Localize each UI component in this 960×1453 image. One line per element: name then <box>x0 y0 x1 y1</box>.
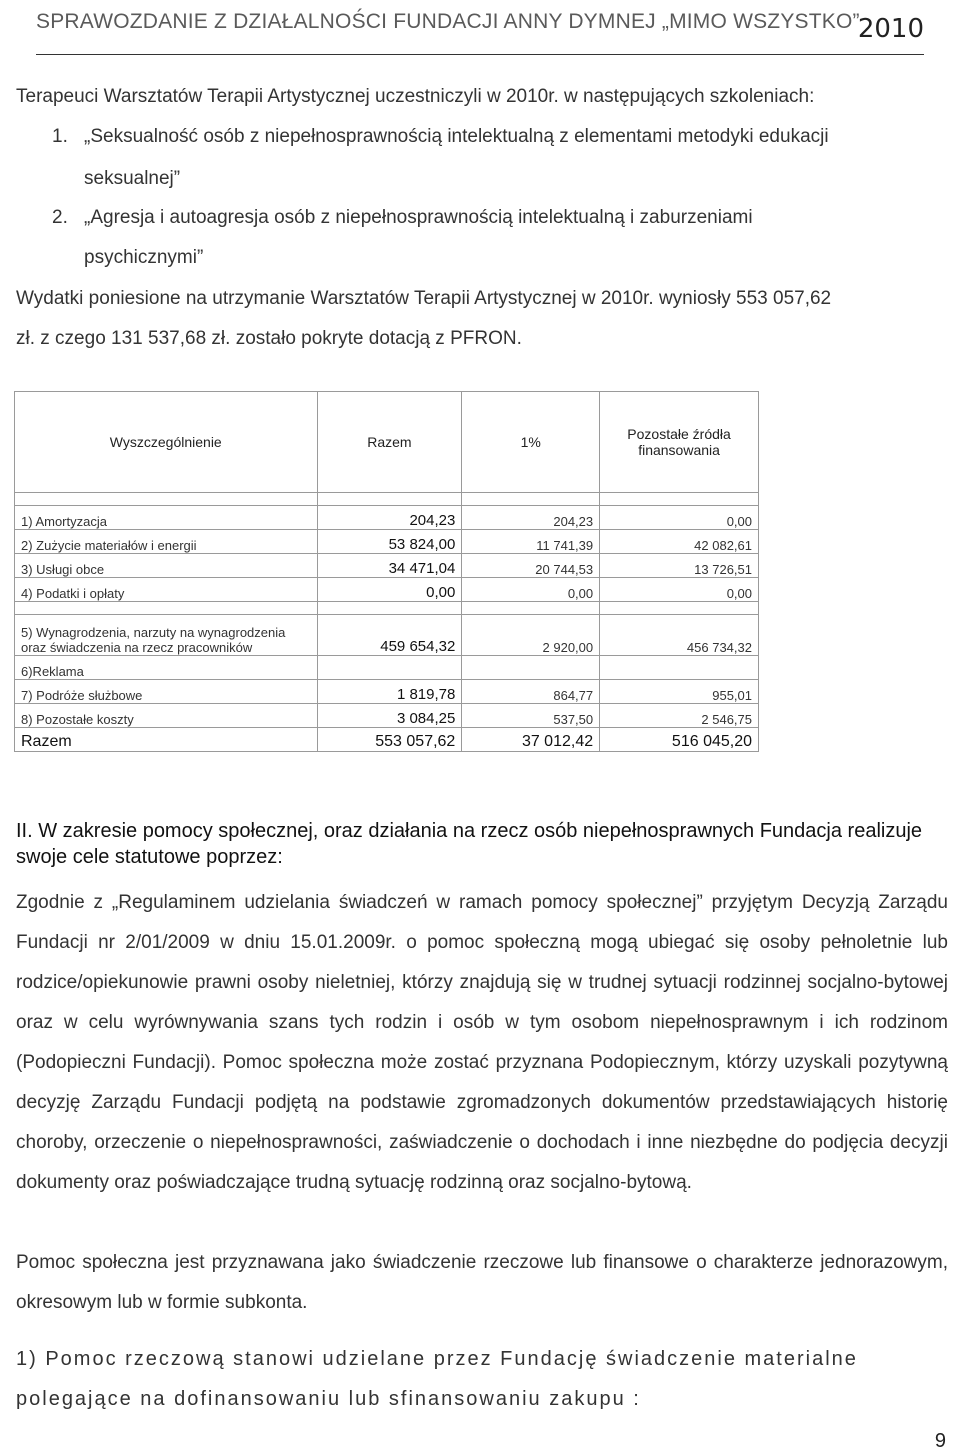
table-row <box>15 554 759 578</box>
training-2-line2: psychicznymi” <box>84 247 204 268</box>
table-header-row <box>15 392 759 493</box>
col-header: Wyszczególnienie <box>15 392 318 493</box>
point-1-line2: polegające na dofinansowaniu lub sfinansowaniu zakupu : <box>16 1388 641 1410</box>
cell-razem: 1 819,78 <box>317 680 462 704</box>
table-row <box>15 704 759 728</box>
cell-one-percent <box>462 656 600 680</box>
cell-one-percent: 0,00 <box>462 578 600 602</box>
intro-text: Terapeuci Warsztatów Terapii Artystycznej uczestniczyli w 2010r. w następujących szkoleniach: <box>16 86 815 107</box>
total-label: Razem <box>15 728 318 752</box>
row-label: 7) Podróże służbowe <box>15 680 318 704</box>
row-label: 3) Usługi obce <box>15 554 318 578</box>
expenses-line2: zł. z czego 131 537,68 zł. zostało pokryte dotacją z PFRON. <box>16 328 522 349</box>
row-label-line: oraz świadczenia na rzecz pracowników <box>21 640 253 655</box>
cell-one-percent: 2 920,00 <box>462 615 600 656</box>
page-header <box>36 0 924 60</box>
total-one-percent: 37 012,42 <box>462 728 600 752</box>
total-razem: 553 057,62 <box>317 728 462 752</box>
cell-one-percent: 20 744,53 <box>462 554 600 578</box>
section-heading: II. W zakresie pomocy społecznej, oraz działania na rzecz osób niepełnosprawnych Fundacja realizuje swoje cele statutowe poprzez: <box>16 820 923 868</box>
cell-other-sources: 13 726,51 <box>600 554 759 578</box>
col-header: Razem <box>317 392 462 493</box>
total-other-sources: 516 045,20 <box>600 728 759 752</box>
table-row <box>15 680 759 704</box>
row-label: 2) Zużycie materiałów i energii <box>15 530 318 554</box>
cell-razem: 459 654,32 <box>317 615 462 656</box>
page-number: 9 <box>934 1430 946 1452</box>
point-1-line1: 1) Pomoc rzeczową stanowi udzielane przez Fundację świadczenie materialne <box>16 1348 858 1370</box>
table-row <box>15 656 759 680</box>
col-header: 1% <box>462 392 600 493</box>
row-label-line: 5) Wynagrodzenia, narzuty na wynagrodzenia <box>21 625 286 640</box>
cell-razem: 0,00 <box>317 578 462 602</box>
row-label: 8) Pozostałe koszty <box>15 704 318 728</box>
col-header: Pozostałe źródła finansowania <box>600 392 759 493</box>
training-1-line1: „Seksualność osób z niepełnosprawnością intelektualną z elementami metodyki edukacji <box>84 126 829 147</box>
row-label <box>15 615 318 656</box>
expenses-table <box>14 391 759 752</box>
cell-one-percent: 11 741,39 <box>462 530 600 554</box>
training-1-num: 1. <box>52 126 68 147</box>
row-label: 4) Podatki i opłaty <box>15 578 318 602</box>
cell-razem: 204,23 <box>317 506 462 530</box>
cell-razem <box>317 656 462 680</box>
cell-razem: 53 824,00 <box>317 530 462 554</box>
cell-other-sources: 2 546,75 <box>600 704 759 728</box>
cell-other-sources <box>600 656 759 680</box>
cell-one-percent: 864,77 <box>462 680 600 704</box>
paragraph-regulations: Zgodnie z „Regulaminem udzielania świadczeń w ramach pomocy społecznej” przyjętym Decyzją Zarządu Fundacji nr 2/01/2009 w dniu 15.01.2009r. o pomoc społeczną mogą ubiegać się osoby pełnoletnie lub rodzice/opiekunowie prawni osoby nieletniej, którzy znajdują się w trudnej sytuacji rodzinnej socjalno-bytowej oraz w celu wyrównywania szans tych rodzin i osób w tym osobom niepełnosprawnym i ich rodzinom (Podopieczni Fundacji). Pomoc społeczna może zostać przyznana Podopiecznym, którzy uzyskali pozytywną decyzję Zarządu Fundacji podjętą na podstawie zgromadzonych dokumentów przedstawiających historię choroby, orzeczenie o niepełnosprawności, zaświadczenie o dochodach i inne niezbędne do podjęcia decyzji dokumenty oraz poświadczające trudną sytuację rodzinną oraz socjalno-bytową. <box>16 892 948 1193</box>
row-label: 1) Amortyzacja <box>15 506 318 530</box>
training-1-line2: seksualnej” <box>84 168 181 189</box>
cell-razem: 34 471,04 <box>317 554 462 578</box>
cell-other-sources: 0,00 <box>600 578 759 602</box>
row-label: 6)Reklama <box>15 656 318 680</box>
table-spacer <box>15 602 759 615</box>
table-row <box>15 615 759 656</box>
expenses-line1: Wydatki poniesione na utrzymanie Warsztatów Terapii Artystycznej w 2010r. wyniosły 553 057,62 <box>16 288 832 309</box>
table-row <box>15 530 759 554</box>
cell-other-sources: 456 734,32 <box>600 615 759 656</box>
cell-other-sources: 0,00 <box>600 506 759 530</box>
training-2-line1: „Agresja i autoagresja osób z niepełnosprawnością intelektualną i zaburzeniami <box>84 207 753 228</box>
header-title: SPRAWOZDANIE Z DZIAŁALNOŚCI FUNDACJI ANNY DYMNEJ „MIMO WSZYSTKO” <box>36 10 860 33</box>
header-rule <box>36 54 924 55</box>
cell-one-percent: 204,23 <box>462 506 600 530</box>
table-row <box>15 506 759 530</box>
table-total-row <box>15 728 759 752</box>
cell-other-sources: 42 082,61 <box>600 530 759 554</box>
table-spacer <box>15 493 759 506</box>
training-2-num: 2. <box>52 207 68 228</box>
table-row <box>15 578 759 602</box>
header-year: 2010 <box>857 14 924 44</box>
cell-one-percent: 537,50 <box>462 704 600 728</box>
cell-razem: 3 084,25 <box>317 704 462 728</box>
paragraph-assistance-forms: Pomoc społeczna jest przyznawana jako świadczenie rzeczowe lub finansowe o charakterze jednorazowym, okresowym lub w formie subkonta. <box>16 1252 948 1313</box>
cell-other-sources: 955,01 <box>600 680 759 704</box>
